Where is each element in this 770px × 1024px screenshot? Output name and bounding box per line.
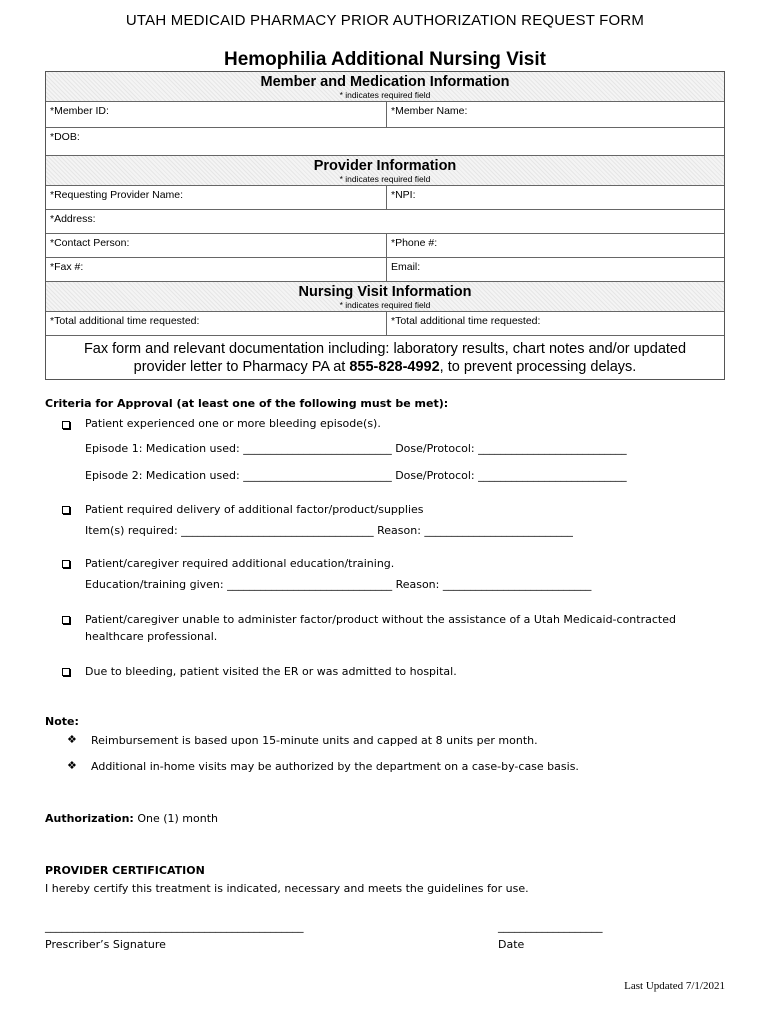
education-given-line[interactable]: Education/training given: ______________________________ Reason: ___________________________ — [85, 578, 592, 591]
criteria-item-5: Due to bleeding, patient visited the ER or was admitted to hospital. — [85, 665, 457, 678]
authorization-label: Authorization: — [45, 812, 134, 825]
authorization-value: One (1) month — [133, 812, 218, 825]
date-line[interactable]: ___________________ — [498, 920, 603, 933]
member-name-field[interactable]: *Member Name: — [386, 102, 724, 127]
provider-required-note: * indicates required field — [339, 174, 431, 184]
fax-notice-text-end: , to prevent processing delays. — [439, 359, 637, 375]
member-section-header — [46, 72, 724, 101]
information-table — [45, 71, 725, 380]
date-label: Date — [498, 938, 525, 951]
member-id-field[interactable]: *Member ID: — [50, 105, 109, 117]
episode-2-line[interactable]: Episode 2: Medication used: ___________________________ Dose/Protocol: ___________________________ — [85, 469, 627, 482]
nursing-required-note: * indicates required field — [339, 300, 431, 310]
criteria-item-4-line2: healthcare professional. — [85, 630, 218, 643]
fax-notice-line1: Fax form and relevant documentation including: laboratory results, chart notes and/or updated — [83, 341, 687, 357]
requesting-provider-field[interactable]: *Requesting Provider Name: — [50, 189, 184, 201]
criteria-checkbox-5[interactable] — [62, 668, 70, 676]
items-required-line[interactable]: Item(s) required: ___________________________________ Reason: ___________________________ — [85, 524, 573, 537]
provider-section-title: Provider Information — [313, 158, 457, 174]
fax-notice-line2 — [52, 358, 718, 376]
last-updated: Last Updated 7/1/2021 — [624, 980, 725, 992]
certification-heading: PROVIDER CERTIFICATION — [45, 864, 205, 877]
certification-statement: I hereby certify this treatment is indicated, necessary and meets the guidelines for use. — [45, 882, 529, 895]
criteria-checkbox-3[interactable] — [62, 560, 70, 568]
signature-line[interactable]: _______________________________________________ — [45, 920, 304, 933]
address-field[interactable]: *Address: — [50, 213, 96, 225]
criteria-checkbox-4[interactable] — [62, 616, 70, 624]
criteria-checkbox-1[interactable] — [62, 421, 70, 429]
fax-notice-text: provider letter to Pharmacy PA at — [133, 359, 350, 375]
nursing-section-title: Nursing Visit Information — [298, 284, 472, 300]
npi-field[interactable]: *NPI: — [386, 186, 724, 209]
dob-field[interactable]: *DOB: — [50, 131, 80, 143]
criteria-item-3: Patient/caregiver required additional education/training. — [85, 557, 395, 570]
criteria-item-4-line1: Patient/caregiver unable to administer factor/product without the assistance of a Utah Medicaid-contracted — [85, 613, 676, 626]
criteria-item-2: Patient required delivery of additional factor/product/supplies — [85, 503, 424, 516]
diamond-bullet-icon: ❖ — [67, 734, 77, 746]
member-section-title: Member and Medication Information — [260, 74, 510, 90]
diamond-bullet-icon: ❖ — [67, 760, 77, 772]
phone-field[interactable]: *Phone #: — [386, 234, 724, 257]
additional-time-field-right[interactable]: *Total additional time requested: — [386, 312, 724, 335]
episode-1-line[interactable]: Episode 1: Medication used: ___________________________ Dose/Protocol: ___________________________ — [85, 442, 627, 455]
note-item-2: Additional in-home visits may be authorized by the department on a case-by-case basis. — [91, 760, 579, 773]
nursing-section-header — [46, 281, 724, 311]
additional-time-field-left[interactable]: *Total additional time requested: — [50, 315, 200, 327]
provider-section-header — [46, 155, 724, 185]
fax-field[interactable]: *Fax #: — [50, 261, 84, 273]
form-subtitle: Hemophilia Additional Nursing Visit — [224, 49, 546, 70]
criteria-item-1: Patient experienced one or more bleeding episode(s). — [85, 417, 381, 430]
note-item-1: Reimbursement is based upon 15-minute units and capped at 8 units per month. — [91, 734, 538, 747]
fax-number: 855-828-4992 — [349, 359, 440, 375]
form-title: UTAH MEDICAID PHARMACY PRIOR AUTHORIZATION REQUEST FORM — [125, 12, 645, 29]
signature-label: Prescriber’s Signature — [45, 938, 166, 951]
member-required-note: * indicates required field — [339, 90, 431, 100]
fax-notice — [46, 335, 724, 379]
authorization-line — [45, 812, 218, 825]
criteria-checkbox-2[interactable] — [62, 506, 70, 514]
note-heading: Note: — [45, 715, 79, 728]
contact-person-field[interactable]: *Contact Person: — [50, 237, 130, 249]
email-field[interactable]: Email: — [386, 258, 724, 281]
criteria-heading: Criteria for Approval (at least one of the following must be met): — [45, 397, 449, 410]
